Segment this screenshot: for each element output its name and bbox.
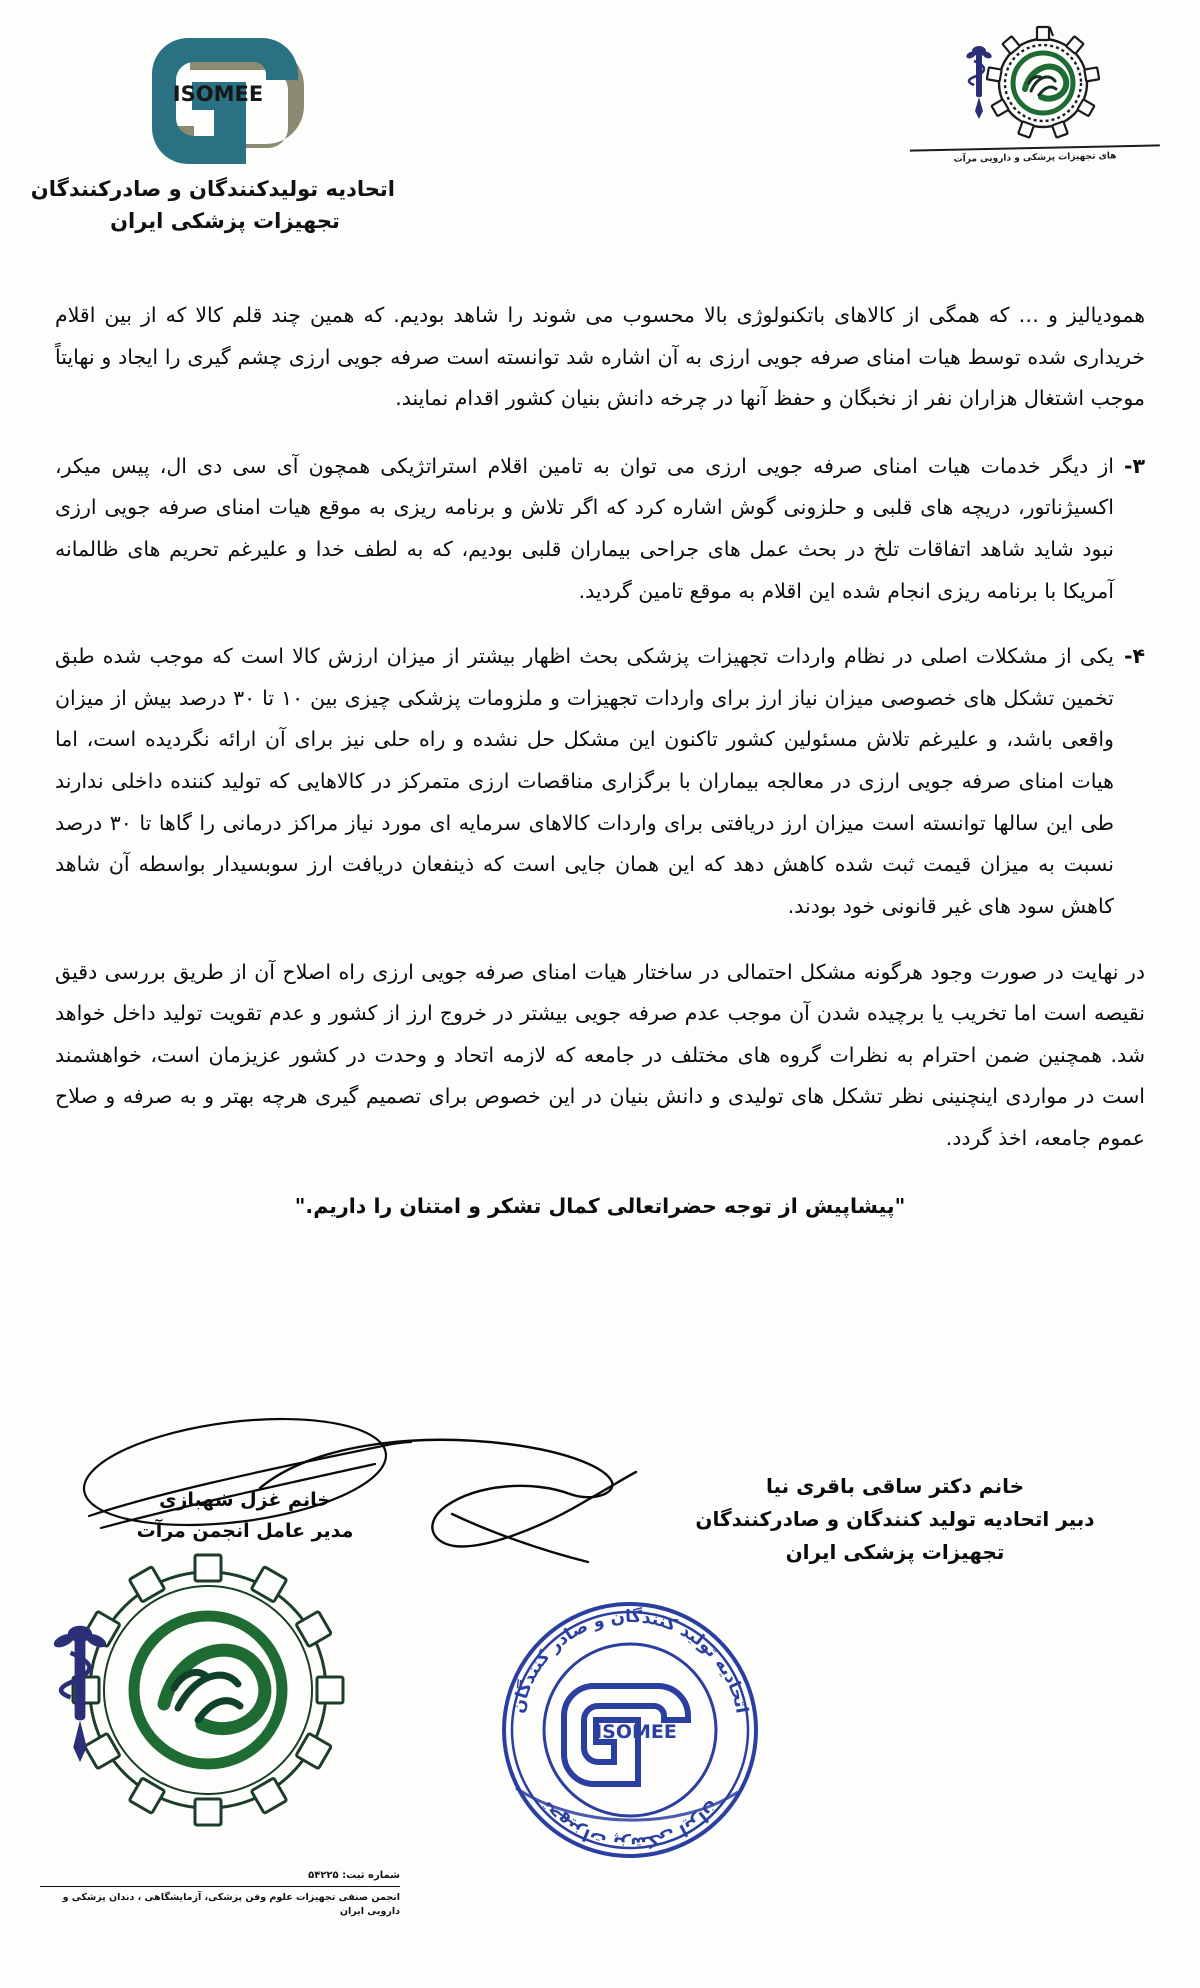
signature-block-left bbox=[60, 1485, 430, 1548]
closing-quote: "پیشاپیش از توجه حضراتعالی کمال تشکر و امتنان را داریم." bbox=[294, 1193, 906, 1218]
signature-right-title-2: تجهیزات پزشکی ایران bbox=[785, 1540, 1005, 1564]
paragraph-intro: همودیالیز و … که همگی از کالاهای باتکنولوژی بالا محسوب می شوند را شاهد بودیم. که همین چند قلم کالا که از بین اقلام خریداری شده توسط هیات امنای صرفه جویی ارزی به آن اشاره شد توانسته است صرفه جویی ارزی چشم گیری را ایجاد و نهایتاً موجب اشتغال هزاران نفر از نخبگان و حفظ آنها در چرخه دانش بنیان کشور اقدام نمایند. bbox=[55, 303, 1145, 411]
gear-seal-icon bbox=[943, 25, 1128, 145]
isomee-logo-block bbox=[30, 30, 395, 237]
numbered-item-3 bbox=[55, 446, 1145, 612]
merat-stamp-caption-text: انجمن صنفی تجهیزات علوم وفن پزشکی، آزمایشگاهی ، دندان پزشکی و دارویی ایران bbox=[62, 1892, 400, 1918]
signature-right-name: خانم دکتر ساقی باقری نیا bbox=[765, 1474, 1025, 1498]
closing-paragraph: در نهایت در صورت وجود هرگونه مشکل احتمالی در ساختار هیات امنای صرفه جویی ارزی راه اصلاح آن از طریق بررسی دقیق نقیصه است اما تخریب یا برچیده شدن آن موجب عدم صرفه جویی بیشتر در خروج ارز از کشور و عدم تقویت تولید داخل خواهد شد. همچنین ضمن احترام به نظرات گروه های مختلف در جامعه که لازمه اتحاد و وحدت در کشور عزیزمان است، خواهشمند است در مواردی اینچنینی نظر تشکل های تولیدی و دانش بنیان در این خصوص برای تصمیم گیری هرچه بهتر و به صرفه و صلاح عموم جامعه، اخذ گردد. bbox=[55, 959, 1145, 1150]
isomee-wordmark: ISOMEE bbox=[172, 82, 263, 106]
org-title-line-2: تجهیزات پزشکی ایران bbox=[110, 208, 340, 233]
signature-block-right bbox=[685, 1470, 1105, 1569]
signature-left-title-1: مدیر عامل انجمن مرآت bbox=[136, 1520, 354, 1543]
stamp-isomee-wordmark: ISOMEE bbox=[595, 1721, 677, 1743]
seal-caption: های تجهیزات پزشکی و دارویی مرآت bbox=[910, 144, 1160, 166]
item-4-text: یکی از مشکلات اصلی در نظام واردات تجهیزات پزشکی بحث اظهار بیشتر از میزان ارزش کالا است که موجب شده طبق تخمین تشکل های خصوصی میزان نیاز ارز برای واردات تجهیزات و ملزومات پزشکی چیزی بین ۱۰ تا ۳۰ درصد بیش از میزان واقعی باشد، و علیرغم تلاش مسئولین کشور تاکنون این مشکل حل نشده و راه حلی نیز برای آن ارائه نگردیده است، اما هیات امنای صرفه جویی ارزی در معالجه بیماران با برگزاری مناقصات ارزی متمرکز در کالاهایی که تولید کننده داخلی ندارند طی این سالها توانسته است میزان ارز دریافتی برای واردات کالاهای سرمایه ای مورد نیاز مراکز درمانی را گاها تا ۳۰ درصد نسبت به میزان قیمت ثبت شده کاهش دهد که این همان جایی است که ذینفعان دریافت ارز سوبسیدار بواسطه آن شاهد کاهش سود های غیر قانونی خود بودند. bbox=[55, 644, 1114, 918]
numbered-item-4 bbox=[55, 636, 1145, 927]
svg-text:تجهیزات پزشکی ایران bbox=[537, 1797, 723, 1853]
letterhead bbox=[0, 0, 1200, 270]
item-3-marker: ۳- bbox=[1123, 453, 1145, 478]
organization-title bbox=[30, 174, 395, 237]
caduceus-icon bbox=[965, 46, 993, 119]
merat-stamp-registration-number: شماره ثبت: ۵۴۲۲۵ bbox=[308, 1870, 400, 1881]
syndicate-seal-block bbox=[910, 25, 1160, 164]
stamp-ring-text-top: اتحادیه تولید کنندگان و صادر کنندگان bbox=[508, 1606, 752, 1716]
signature-left-name: خانم غزل شهبازی bbox=[159, 1489, 331, 1511]
isomee-logo-icon bbox=[138, 30, 313, 160]
svg-text:اتحادیه تولید کنندگان و صادر ک bbox=[508, 1606, 751, 1715]
merat-stamp-caption bbox=[40, 1868, 400, 1920]
org-title-line-1: اتحادیه تولیدکنندگان و صادرکنندگان bbox=[30, 177, 395, 201]
merat-association-stamp bbox=[40, 1540, 380, 1840]
letter-body bbox=[55, 295, 1145, 1227]
isomee-round-stamp bbox=[480, 1580, 780, 1880]
item-3-text: از دیگر خدمات هیات امنای صرفه جویی ارزی می توان به تامین اقلام استراتژیکی همچون آی سی دی ال، پیس میکر، اکسیژناتور، دریچه های قلبی و حلزونی گوش اشاره کرد که اگر تلاش و برنامه ریزی به موقع هیات امنای صرفه جویی ارزی نبود شاید شاهد اتفاقات تلخ در بحث عمل های جراحی بیماران قلبی بودیم، که به لطف خدا و علیرغم تحریم های ظالمانه آمریکا با برنامه ریزی انجام شده این اقلام به موقع تامین گردید. bbox=[55, 453, 1114, 603]
stamp-ring-text-bottom: تجهیزات پزشکی ایران bbox=[536, 1796, 723, 1854]
signature-right-title-1: دبیر اتحادیه تولید کنندگان و صادرکنندگان bbox=[695, 1507, 1095, 1531]
item-4-marker: ۴- bbox=[1123, 644, 1145, 669]
caption-divider bbox=[40, 1886, 400, 1887]
